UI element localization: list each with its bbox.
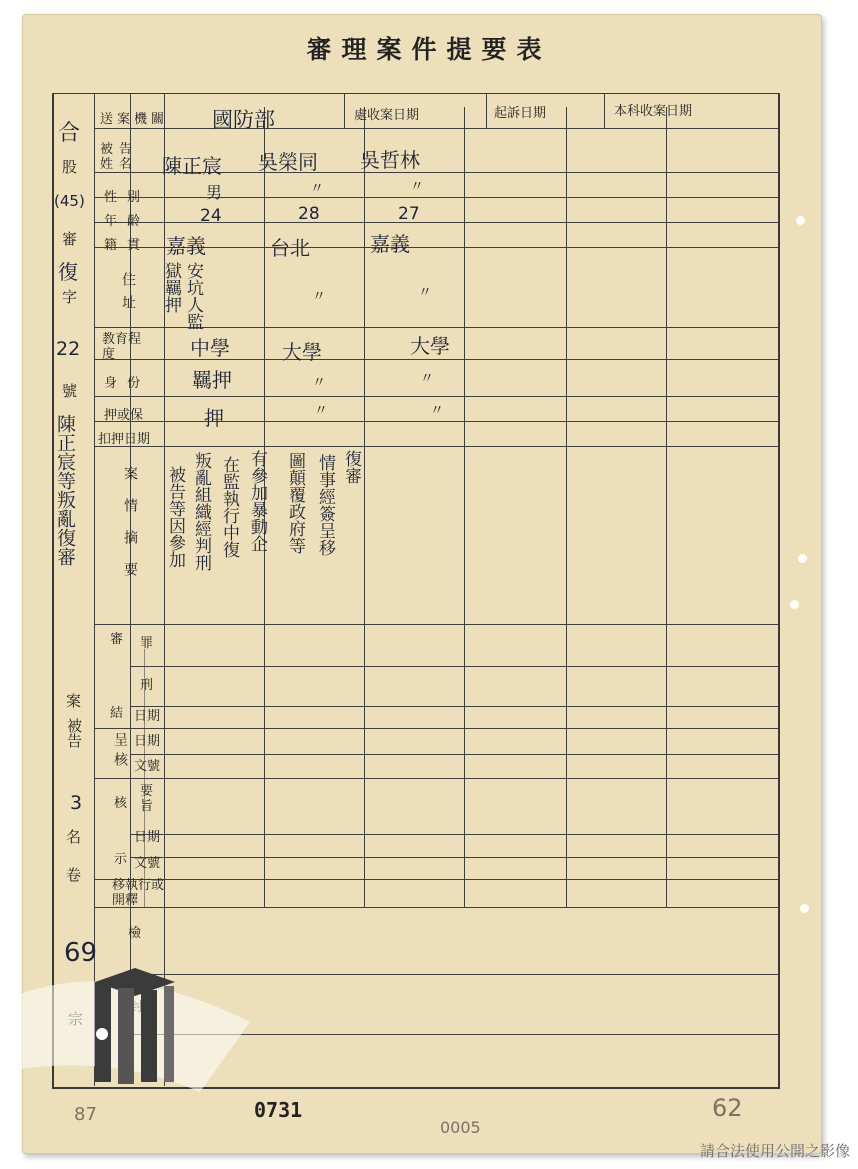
- volume-count: 69: [64, 938, 98, 968]
- defendant-3-name: 吳哲林: [360, 148, 420, 172]
- case-summary-line-3: 在監執行中復: [219, 456, 239, 558]
- archive-logo-icon: [0, 962, 250, 1122]
- binding-hole: [798, 554, 807, 563]
- case-summary-line-7: 復審: [341, 450, 361, 484]
- pencil-number-left: 87: [74, 1104, 97, 1125]
- conclusion-label: 結: [110, 706, 124, 721]
- word-handwritten: 復: [58, 260, 78, 284]
- case-summary-line-6: 情事經簽呈移: [315, 454, 335, 556]
- binding-hole: [796, 216, 805, 225]
- defendant-3-identity: 〃: [420, 371, 434, 387]
- case-summary-line-4: 有參加暴動企: [247, 450, 267, 552]
- year: (45): [54, 192, 85, 210]
- transfer-label: 移執行或開釋: [112, 878, 165, 908]
- defendant-2-address: 〃: [312, 289, 326, 305]
- instruct-date-label: 日期: [134, 830, 161, 845]
- bei-gao-label: 被告: [65, 718, 83, 748]
- defendant-3-origin: 嘉義: [370, 232, 410, 256]
- defendant-1-sex: 男: [206, 183, 223, 202]
- defendant-3-sex: 〃: [410, 179, 424, 195]
- hao-label: 號: [62, 382, 78, 400]
- defendant-count: 3: [70, 792, 83, 814]
- case-description: 陳正宸等叛亂復審: [54, 414, 76, 566]
- defendant-1-name: 陳正宸: [162, 154, 222, 178]
- defendant-2-origin: 台北: [270, 236, 310, 260]
- pencil-number-right: 62: [712, 1094, 743, 1122]
- defendant-2-identity: 〃: [312, 375, 326, 391]
- defendant-2-detain: 〃: [314, 403, 328, 419]
- detain-date-label: 扣押日期: [98, 432, 151, 447]
- submit-date-label: 日期: [134, 734, 161, 749]
- sentence-label: 刑: [140, 678, 154, 693]
- defendant-2-name: 吳榮同: [258, 150, 318, 174]
- form-title: 審理案件提要表: [306, 35, 552, 64]
- defendant-1-age: 24: [200, 206, 222, 226]
- submit-doc-no-label: 文號: [134, 759, 161, 774]
- gist-label: 要旨: [140, 784, 154, 814]
- defendant-1-address: 安坑人監獄羈押: [161, 262, 203, 330]
- address-label: 住址: [120, 272, 136, 318]
- pencil-number-middle: 0005: [440, 1118, 481, 1137]
- ming-label: 名: [66, 828, 82, 846]
- submit-approve-label: 呈核: [112, 732, 128, 772]
- zi-label: 字: [62, 288, 78, 306]
- instruct-doc-no-label: 文號: [134, 856, 161, 871]
- juan-label: 卷: [66, 866, 82, 884]
- binding-hole: [800, 904, 809, 913]
- instruct-label: 示: [114, 852, 128, 867]
- gu-label: 股: [62, 158, 78, 176]
- conclusion-date-label: 日期: [134, 709, 161, 724]
- dept-receive-date-label: 本科收案日期: [614, 104, 693, 119]
- sex-label: 性別: [104, 190, 151, 205]
- page-stamp-number: 0731: [254, 1098, 303, 1122]
- defendant-3-address: 〃: [418, 285, 432, 301]
- indict-date-label: 起訴日期: [494, 106, 547, 121]
- crime-label: 罪: [140, 636, 154, 651]
- defendant-2-age: 28: [298, 204, 320, 224]
- defendant-3-education: 大學: [410, 334, 450, 358]
- defendant-1-education: 中學: [190, 336, 230, 360]
- division: 合: [58, 121, 81, 146]
- inspect-label: 檢: [128, 926, 142, 941]
- case-summary-line-1: 被告等因參加: [165, 466, 185, 568]
- origin-label: 籍貫: [104, 238, 151, 253]
- defendant-1-origin: 嘉義: [166, 234, 206, 258]
- approve-label: 核: [114, 796, 128, 811]
- age-label: 年齡: [104, 214, 151, 229]
- defendant-3-detain: 〃: [430, 403, 444, 419]
- case-summary-line-5: 圖顛覆政府等: [285, 452, 305, 554]
- send-agency-value: 國防部: [212, 108, 275, 132]
- case-summary-line-2: 叛亂組織經判刑: [191, 452, 211, 571]
- detain-bail-label: 押或保: [104, 408, 144, 423]
- binding-hole: [790, 600, 799, 609]
- receive-date-label: 處收案日期: [354, 108, 420, 123]
- education-label: 教育程度: [102, 332, 142, 362]
- name-label: 被告姓名: [100, 142, 139, 172]
- defendant-2-education: 大學: [282, 340, 322, 364]
- identity-label: 身份: [104, 376, 151, 391]
- case-summary-label: 案情摘要: [122, 466, 138, 594]
- defendant-1-detain: 押: [204, 406, 224, 430]
- defendant-3-age: 27: [398, 204, 420, 224]
- form-table: [52, 93, 780, 1089]
- defendant-1-identity: 羈押: [192, 368, 232, 392]
- shen-label: 審: [62, 230, 78, 248]
- case-number: 22: [56, 338, 81, 360]
- trial-label: 審: [110, 632, 124, 647]
- watermark-text: 請合法使用公開之影像: [699, 1142, 850, 1160]
- an-label: 案: [66, 692, 82, 710]
- send-agency-label: 送案機關: [100, 112, 169, 127]
- defendant-2-sex: 〃: [310, 181, 324, 197]
